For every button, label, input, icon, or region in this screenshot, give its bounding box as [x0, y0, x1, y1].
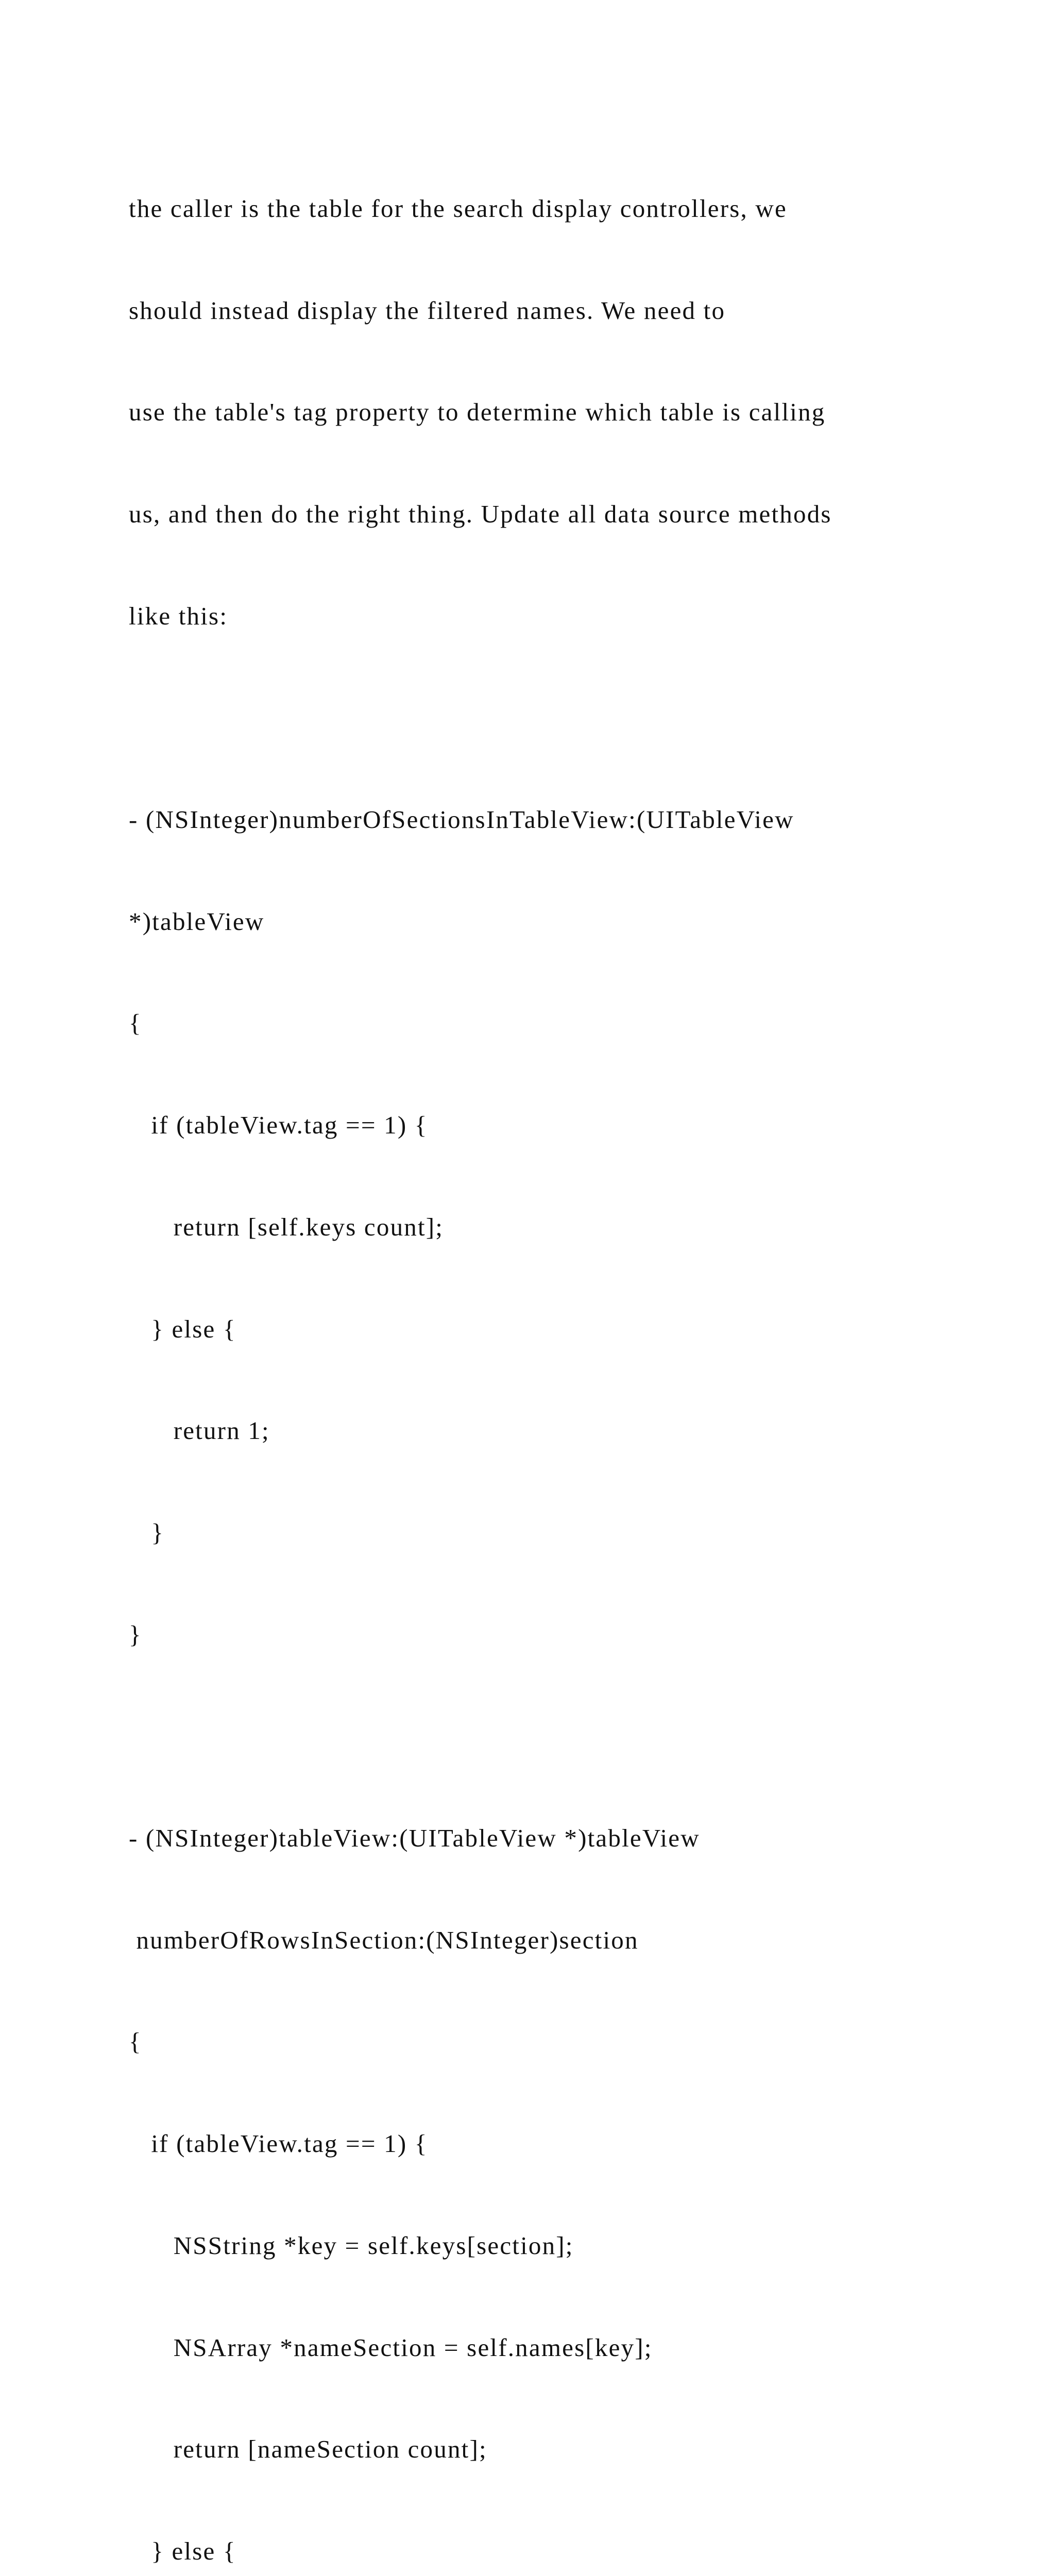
blank-line: [129, 701, 1005, 735]
text-line: should instead display the filtered names. We need to: [129, 296, 726, 325]
text-line: the caller is the table for the search display controllers, we: [129, 194, 787, 223]
code-line: - (NSInteger)tableView:(UITableView *)tableView: [129, 1824, 700, 1853]
code-line: } else {: [129, 2536, 236, 2565]
text-line: use the table's tag property to determine which table is calling: [129, 398, 826, 427]
code-line: {: [129, 2027, 142, 2056]
code-line: if (tableView.tag == 1) {: [129, 2129, 428, 2158]
code-line: return [self.keys count];: [129, 1212, 444, 1241]
code-line: return [nameSection count];: [129, 2435, 487, 2464]
code-line: {: [129, 1009, 142, 1038]
text-line: us, and then do the right thing. Update all data source methods: [129, 499, 832, 528]
text-line: like this:: [129, 601, 228, 630]
code-line: if (tableView.tag == 1) {: [129, 1111, 428, 1140]
document-text: [129, 124, 1005, 2576]
code-line: *)tableView: [129, 907, 265, 936]
code-line: NSArray *nameSection = self.names[key];: [129, 2333, 653, 2362]
code-line: NSString *key = self.keys[section];: [129, 2231, 574, 2260]
code-line: }: [129, 1518, 165, 1547]
code-line: } else {: [129, 1314, 236, 1343]
blank-line: [129, 1719, 1005, 1753]
code-line: - (NSInteger)numberOfSectionsInTableView:(UITableView: [129, 805, 794, 834]
code-line: return 1;: [129, 1416, 270, 1445]
code-line: }: [129, 1620, 142, 1649]
code-line: numberOfRowsInSection:(NSInteger)section: [129, 1925, 639, 1954]
